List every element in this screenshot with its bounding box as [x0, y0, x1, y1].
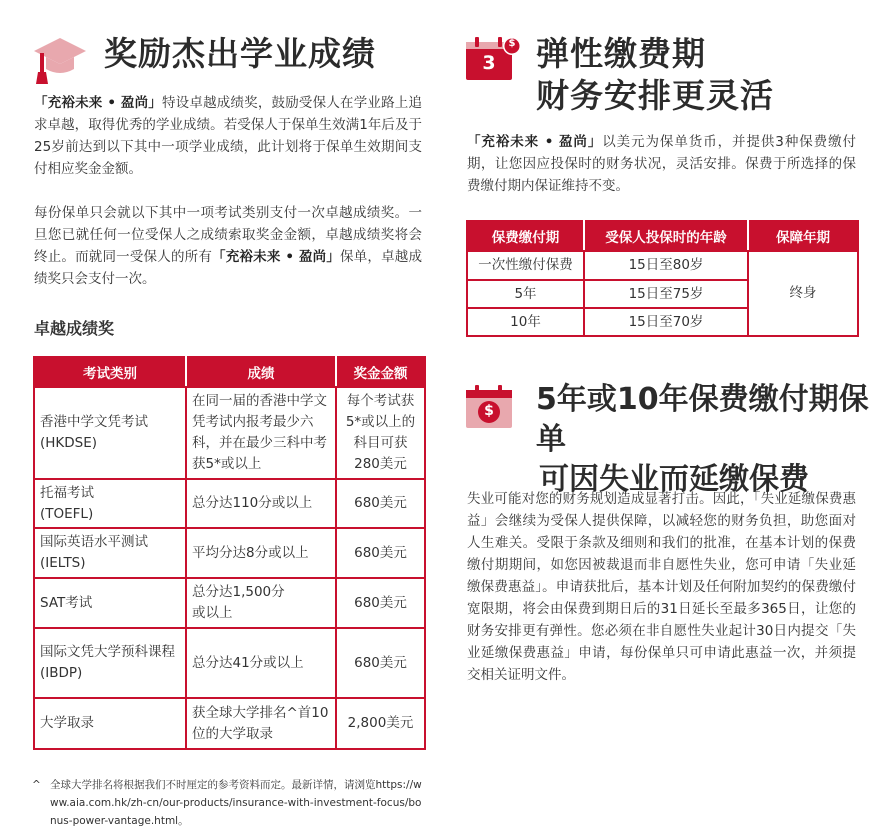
amount-cell: 680美元	[336, 578, 425, 628]
graduation-cap-icon	[32, 36, 88, 86]
table-header: 受保人投保时的年龄	[584, 221, 748, 251]
section-title: 5年或10年保费缴付期保单 可因失业而延缴保费	[536, 382, 869, 497]
amount-cell: 2,800美元	[336, 698, 425, 749]
result-cell: 获全球大学排名^首10位的大学取录	[186, 698, 336, 749]
dollar-badge-icon: $	[508, 38, 516, 49]
section-title: 弹性缴费期 财务安排更灵活	[536, 34, 774, 115]
table-row	[34, 387, 425, 479]
result-cell: 总分达1,500分 或以上	[186, 578, 336, 628]
unemployment-paragraph: 失业可能对您的财务规划造成显著打击。因此，「失业延缴保费惠益」会继续为受保人提供保障，以减轻您的财务负担，助您面对人生难关。受限于条款及细则和我们的批准，在基本计划的保费缴付期期间，如您因被裁退而非自愿性失业，您可申请「失业延缴保费惠益」。申请获批后，基本计划及任何附加契约的保费缴付宽限期，将会由保费到期日后的31日延长至最多365日，让您的财务安排更有弹性。您必须在非自愿性失业起计30日内提交「失业延缴保费惠益」申请，每份保单只可申请此惠益一次，并须提交相关证明文件。	[467, 491, 856, 683]
exam-cell: 托福考试 (TOEFL)	[34, 479, 186, 528]
footnote-text: 全球大学排名将根据我们不时厘定的参考资料而定。最新详情，请浏览https://www.aia.com.hk/zh-cn/our-products/insurance-with-investment-focus/bonus-power-vantage.html。	[50, 779, 422, 827]
exam-cell: 香港中学文凭考试 (HKDSE)	[34, 387, 186, 479]
result-cell: 总分达41分或以上	[186, 628, 336, 698]
payment-term-paragraph: 「充裕未来 • 盈尚」以美元为保单货币，并提供3种保费缴付期，让您因应投保时的财务状况，灵活安排。保费于所选择的保费缴付期内保证维持不变。	[467, 134, 857, 194]
age-cell: 15日至70岁	[584, 308, 748, 336]
exam-cell: 大学取录	[34, 698, 186, 749]
calendar-number: 3	[482, 52, 496, 74]
product-name: 「充裕未来 • 盈尚」	[467, 134, 603, 150]
page-title: 奖励杰出学业成绩	[104, 34, 376, 73]
table-row	[34, 698, 425, 749]
result-cell: 在同一届的香港中学文凭考试内报考最少六科，并在最少三科中考获5*或以上	[186, 387, 336, 479]
term-cell: 终身	[748, 251, 858, 336]
result-cell: 总分达110分或以上	[186, 479, 336, 528]
footnote-mark: ^	[32, 779, 41, 791]
table-row	[34, 479, 425, 528]
table-header: 考试类别	[34, 357, 186, 387]
exam-cell: 国际文凭大学预科课程 (IBDP)	[34, 628, 186, 698]
table-row	[467, 251, 858, 280]
section-subheading: 卓越成绩奖	[34, 319, 115, 338]
amount-cell: 每个考试获5*或以上的科目可获280美元	[336, 387, 425, 479]
exam-cell: 国际英语水平测试 (IELTS)	[34, 528, 186, 578]
table-header: 成绩	[186, 357, 336, 387]
excellence-award-table	[33, 356, 426, 750]
period-cell: 10年	[467, 308, 584, 336]
amount-cell: 680美元	[336, 628, 425, 698]
intro-paragraph: 「充裕未来 • 盈尚」特设卓越成绩奖，鼓励受保人在学业路上追求卓越，取得优秀的学业成绩。若受保人于保单生效满1年后及于25岁前达到以下其中一项学业成绩，此计划将于保单生效期间支付相应奖金金额。	[34, 95, 422, 177]
table-row	[34, 628, 425, 698]
table-header: 保障年期	[748, 221, 858, 251]
amount-cell: 680美元	[336, 479, 425, 528]
period-cell: 5年	[467, 280, 584, 308]
footnote	[32, 776, 424, 830]
calendar-icon	[466, 36, 522, 84]
table-header: 保费缴付期	[467, 221, 584, 251]
product-name: 「充裕未来 • 盈尚」	[34, 95, 162, 111]
result-cell: 平均分达8分或以上	[186, 528, 336, 578]
dollar-icon: $	[484, 403, 494, 419]
exam-cell: SAT考试	[34, 578, 186, 628]
calendar-dollar-icon	[466, 384, 514, 432]
rules-paragraph: 每份保单只会就以下其中一项考试类别支付一次卓越成绩奖。一旦您已就任何一位受保人之成绩索取奖金金额，卓越成绩奖将会终止。而就同一受保人的所有「充裕未来 • 盈尚」保单，卓越成绩奖只会支付一次。	[34, 205, 423, 287]
age-cell: 15日至75岁	[584, 280, 748, 308]
age-cell: 15日至80岁	[584, 251, 748, 280]
payment-term-table	[466, 220, 859, 337]
table-row	[34, 528, 425, 578]
amount-cell: 680美元	[336, 528, 425, 578]
product-name: 「充裕未来 • 盈尚」	[212, 249, 341, 265]
table-row	[34, 578, 425, 628]
table-header: 奖金金额	[336, 357, 425, 387]
period-cell: 一次性缴付保费	[467, 251, 584, 280]
